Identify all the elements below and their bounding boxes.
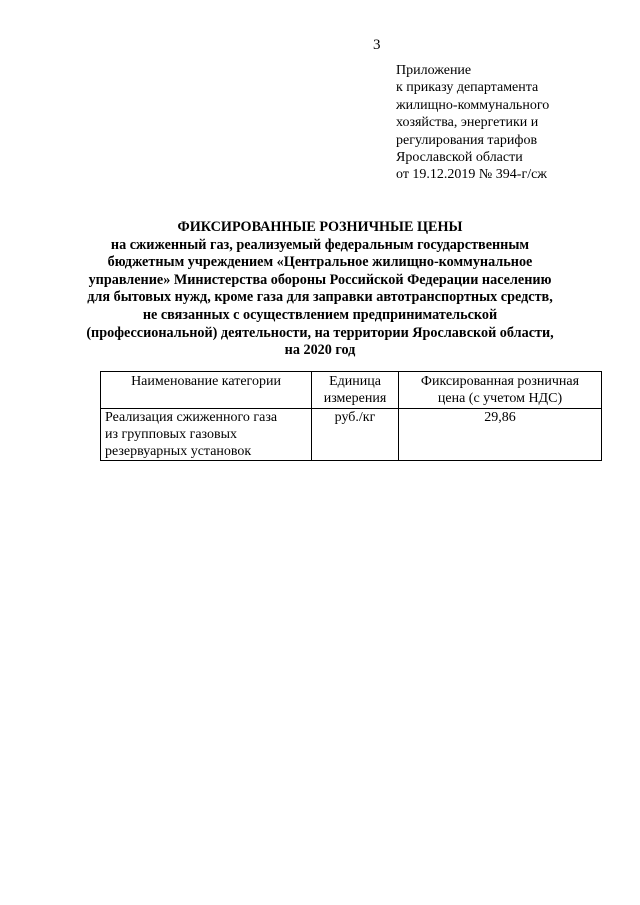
title-heading: ФИКСИРОВАННЫЕ РОЗНИЧНЫЕ ЦЕНЫ: [177, 219, 463, 235]
cell-category-line: резервуарных установок: [105, 444, 252, 459]
appendix-line: регулирования тарифов: [396, 132, 538, 148]
title-line: для бытовых нужд, кроме газа для заправки автотранспортных средств,: [87, 289, 553, 306]
header-price-line1: Фиксированная розничная: [420, 374, 580, 389]
header-price-line2: цена (с учетом НДС): [437, 391, 563, 406]
header-category-label: Наименование категории: [131, 374, 281, 389]
appendix-line: жилищно-коммунального: [396, 97, 550, 113]
header-category: [101, 372, 312, 409]
cell-category-line: из групповых газовых: [105, 427, 238, 442]
appendix-line: хозяйства, энергетики и: [396, 115, 539, 131]
table-row: [101, 409, 602, 461]
cell-unit: руб./кг: [312, 409, 399, 461]
header-unit-line1: Единица: [329, 374, 381, 389]
title-line: не связанных с осуществлением предпринимательской: [142, 306, 498, 323]
header-price: [399, 372, 602, 409]
price-table: [100, 371, 602, 461]
cell-category-line: Реализация сжиженного газа: [105, 410, 278, 425]
table-header-row: [101, 372, 602, 409]
title-line: управление» Министерства обороны Российской Федерации населению: [88, 271, 552, 288]
document-title: [86, 219, 554, 360]
appendix-line: Ярославской области: [396, 150, 523, 166]
title-line: на сжиженный газ, реализуемый федеральным государственным: [110, 236, 530, 253]
appendix-line: к приказу департамента: [396, 80, 539, 96]
header-unit: [312, 372, 399, 409]
appendix-line: Приложение: [396, 63, 472, 78]
appendix-header: [396, 62, 626, 184]
header-unit-line2: измерения: [323, 391, 387, 406]
title-line: (профессиональной) деятельности, на территории Ярославской области,: [86, 324, 554, 341]
page-number: 3: [373, 37, 381, 53]
title-line: бюджетным учреждением «Центральное жилищно-коммунальное: [107, 254, 533, 271]
cell-category: [101, 409, 312, 461]
title-year-line: на 2020 год: [284, 342, 356, 359]
appendix-date-line: от 19.12.2019 № 394-г/сж: [396, 167, 547, 183]
cell-price: 29,86: [399, 409, 602, 461]
